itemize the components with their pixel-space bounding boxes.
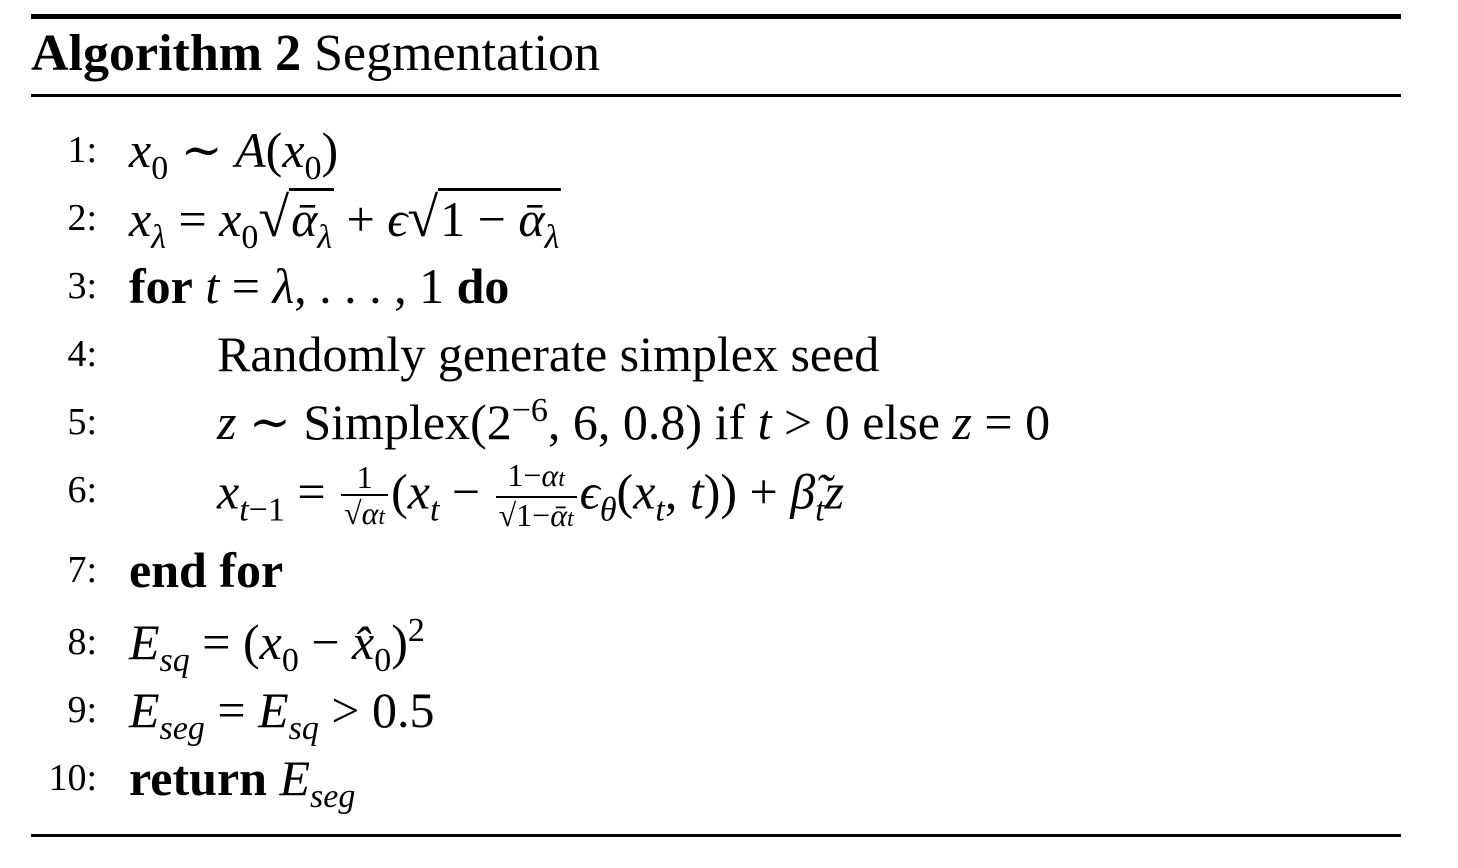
algorithm-line-1 (31, 118, 1401, 187)
algorithm-line-6 (31, 457, 1401, 533)
algorithm-title: Segmentation (314, 25, 601, 82)
keyword-end-for: end for (129, 542, 284, 598)
line-content: $E_{seg} = E_{sq} > 0.5$ (129, 682, 435, 747)
line-content: $x_\lambda$ = $x_0√ᾱ_\lambda + \epsilon√1$ − ᾱ$_\lambda$ (129, 187, 560, 256)
algorithm-line-10 (31, 746, 1401, 815)
line-content: for t = λ, . . . , 1 do (129, 258, 510, 314)
header-rule (31, 94, 1401, 97)
line-number: 2: (67, 197, 97, 239)
algorithm-line-9 (31, 678, 1401, 747)
algorithm-line-2 (31, 186, 1401, 256)
algorithm-line-8 (31, 610, 1401, 679)
line-number: 4: (67, 333, 97, 375)
top-rule (31, 14, 1401, 19)
algorithm-caption (31, 24, 600, 84)
line-number: 8: (67, 621, 97, 663)
else-word: else (862, 394, 940, 450)
algorithm-block (31, 14, 1401, 840)
line-content: z ∼ $Simplex(2^{-6}$, 6, 0.8) if t > 0 else z = 0 (217, 392, 1051, 450)
line-number: 10: (48, 757, 97, 799)
line-number: 5: (67, 401, 97, 443)
line-number: 9: (67, 689, 97, 731)
fraction: $\frac{1-\alpha t}{\text{√1−ᾱt}}$ (496, 458, 577, 536)
line-number: 7: (67, 549, 97, 591)
simplex-function: Simplex (303, 394, 471, 450)
line-content: Randomly generate simplex seed (217, 326, 880, 382)
if-word: if (714, 394, 746, 450)
keyword-do: do (456, 258, 510, 314)
algorithm-line-4 (31, 322, 1401, 386)
keyword-return: return (129, 750, 267, 806)
line-number: 3: (67, 265, 97, 307)
line-content: $E_{sq} = (x_0$ − $x̂_0)^2$ (129, 612, 425, 679)
line-content (129, 538, 283, 602)
algorithm-line-3 (31, 254, 1401, 318)
algorithm-line-5 (31, 390, 1401, 454)
line-content: $x_0$ ∼ $A(x_0)$ (129, 122, 339, 187)
line-number: 1: (67, 129, 97, 171)
keyword-for: for (129, 258, 193, 314)
line-content: return $E_{seg}$ (129, 750, 356, 815)
bottom-rule (31, 834, 1401, 837)
line-content: $x_{t-1}$ = $\frac{1}{√\alpha t}$ ($x_t$ − $\frac{1-\alpha t}{\text{√1−ᾱt}}$ $\epsilon_\theta(x_t$, $t)) + \betã_tz$ (217, 458, 844, 536)
fraction: $\frac{1}{√\alpha t}$ (341, 460, 388, 534)
line-number: 6: (67, 469, 97, 511)
algorithm-label: Algorithm 2 (31, 25, 302, 82)
algorithm-line-7 (31, 538, 1401, 602)
